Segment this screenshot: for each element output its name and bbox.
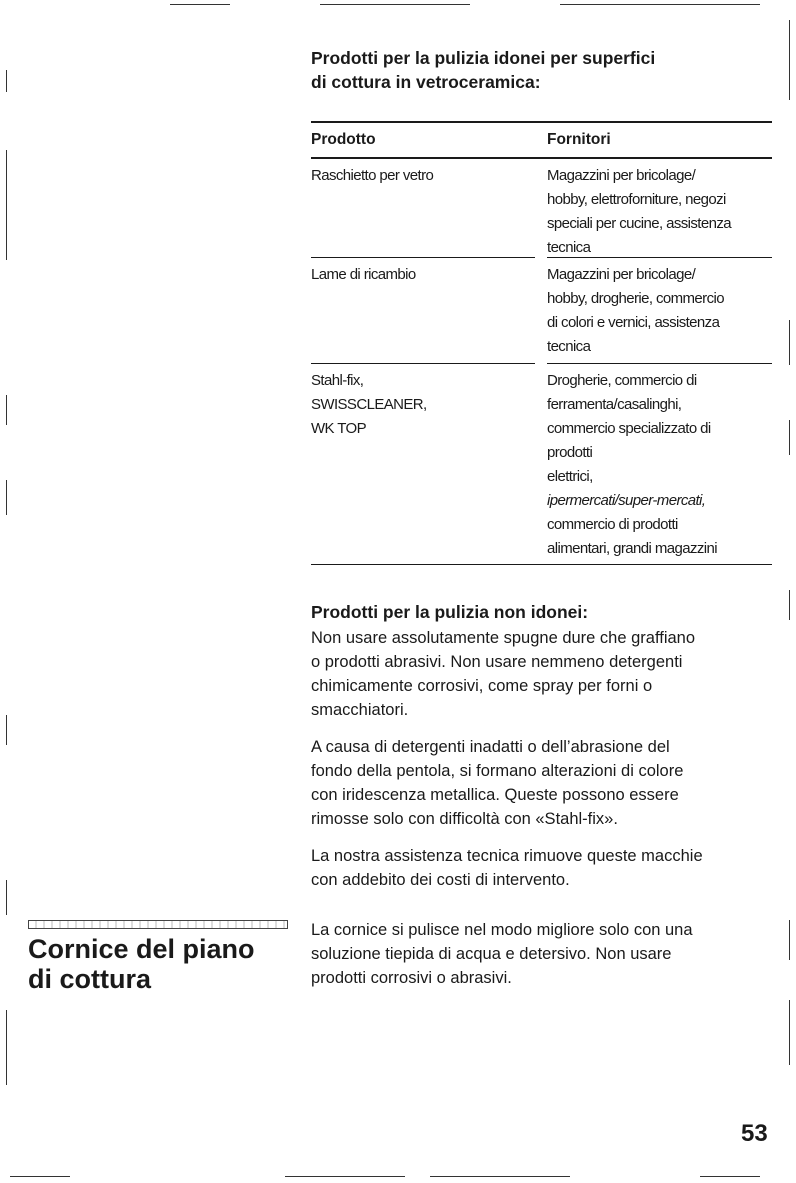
scan-mark (700, 1176, 760, 1177)
scan-mark (6, 150, 7, 260)
scan-mark (6, 1010, 7, 1085)
scan-mark (789, 320, 790, 365)
table-row (311, 364, 772, 564)
scan-mark (6, 715, 7, 745)
cleaning-products-table (311, 121, 772, 566)
frame-section-title: Cornice del piano di cottura (28, 934, 255, 994)
scan-mark (560, 4, 760, 5)
scan-mark (285, 1176, 405, 1177)
table-bottom-rule (311, 564, 772, 566)
scan-mark (6, 480, 7, 515)
scan-mark (789, 920, 790, 960)
frame-paragraph: La cornice si pulisce nel modo migliore solo con una soluzione tiepida di acqua e detersivo. Non usare prodotti corrosivi o abrasivi. (311, 921, 693, 987)
scan-mark (789, 590, 790, 620)
table-header (311, 123, 772, 159)
scan-mark (789, 20, 790, 100)
product-cell: Raschietto per vetro (311, 167, 434, 184)
scan-mark (10, 1176, 70, 1177)
product-cell: Lame di ricambio (311, 266, 416, 283)
scan-mark (320, 4, 470, 5)
suppliers-cell: Drogherie, commercio di ferramenta/casalinghi, commercio specializzato di prodotti elettrici, ipermercati/super-mercati, commercio di prodotti alimentari, grandi magazzini (547, 372, 717, 557)
scan-mark (6, 395, 7, 425)
suppliers-cell: Magazzini per bricolage/ hobby, elettroforniture, negozi speciali per cucine, assistenza tecnica (547, 167, 732, 256)
scan-mark (170, 4, 230, 5)
unsuitable-paragraph: Non usare assolutamente spugne dure che graffiano o prodotti abrasivi. Non usare nemmeno detergenti chimicamente corrosivi, come spray per forni o smacchiatori. (311, 629, 696, 719)
service-paragraph: La nostra assistenza tecnica rimuove queste macchie con addebito dei costi di intervento. (311, 847, 703, 889)
scan-mark (6, 880, 7, 915)
scan-mark (430, 1176, 570, 1177)
page-number: 53 (741, 1120, 768, 1147)
column-header-suppliers: Fornitori (547, 131, 611, 148)
table-row (311, 159, 772, 257)
discoloration-paragraph: A causa di detergenti inadatti o dell’abrasione del fondo della pentola, si formano alterazioni di colore con iridescenza metallica. Queste possono essere rimosse solo con difficoltà con «Stahl-fix». (311, 738, 684, 828)
scan-mark (789, 420, 790, 455)
scan-mark (6, 70, 7, 92)
suppliers-cell: Magazzini per bricolage/ hobby, drogherie, commercio di colori e vernici, assistenza tecnica (547, 266, 724, 355)
section-heading: Prodotti per la pulizia idonei per superfici di cottura in vetroceramica: (311, 48, 656, 92)
section-marker-bar (28, 920, 288, 929)
unsuitable-products-title: Prodotti per la pulizia non idonei: (311, 602, 589, 622)
scan-mark (789, 1000, 790, 1065)
table-row (311, 258, 772, 363)
column-header-product: Prodotto (311, 131, 376, 148)
product-cell: Stahl-fix, SWISSCLEANER, WK TOP (311, 372, 427, 437)
